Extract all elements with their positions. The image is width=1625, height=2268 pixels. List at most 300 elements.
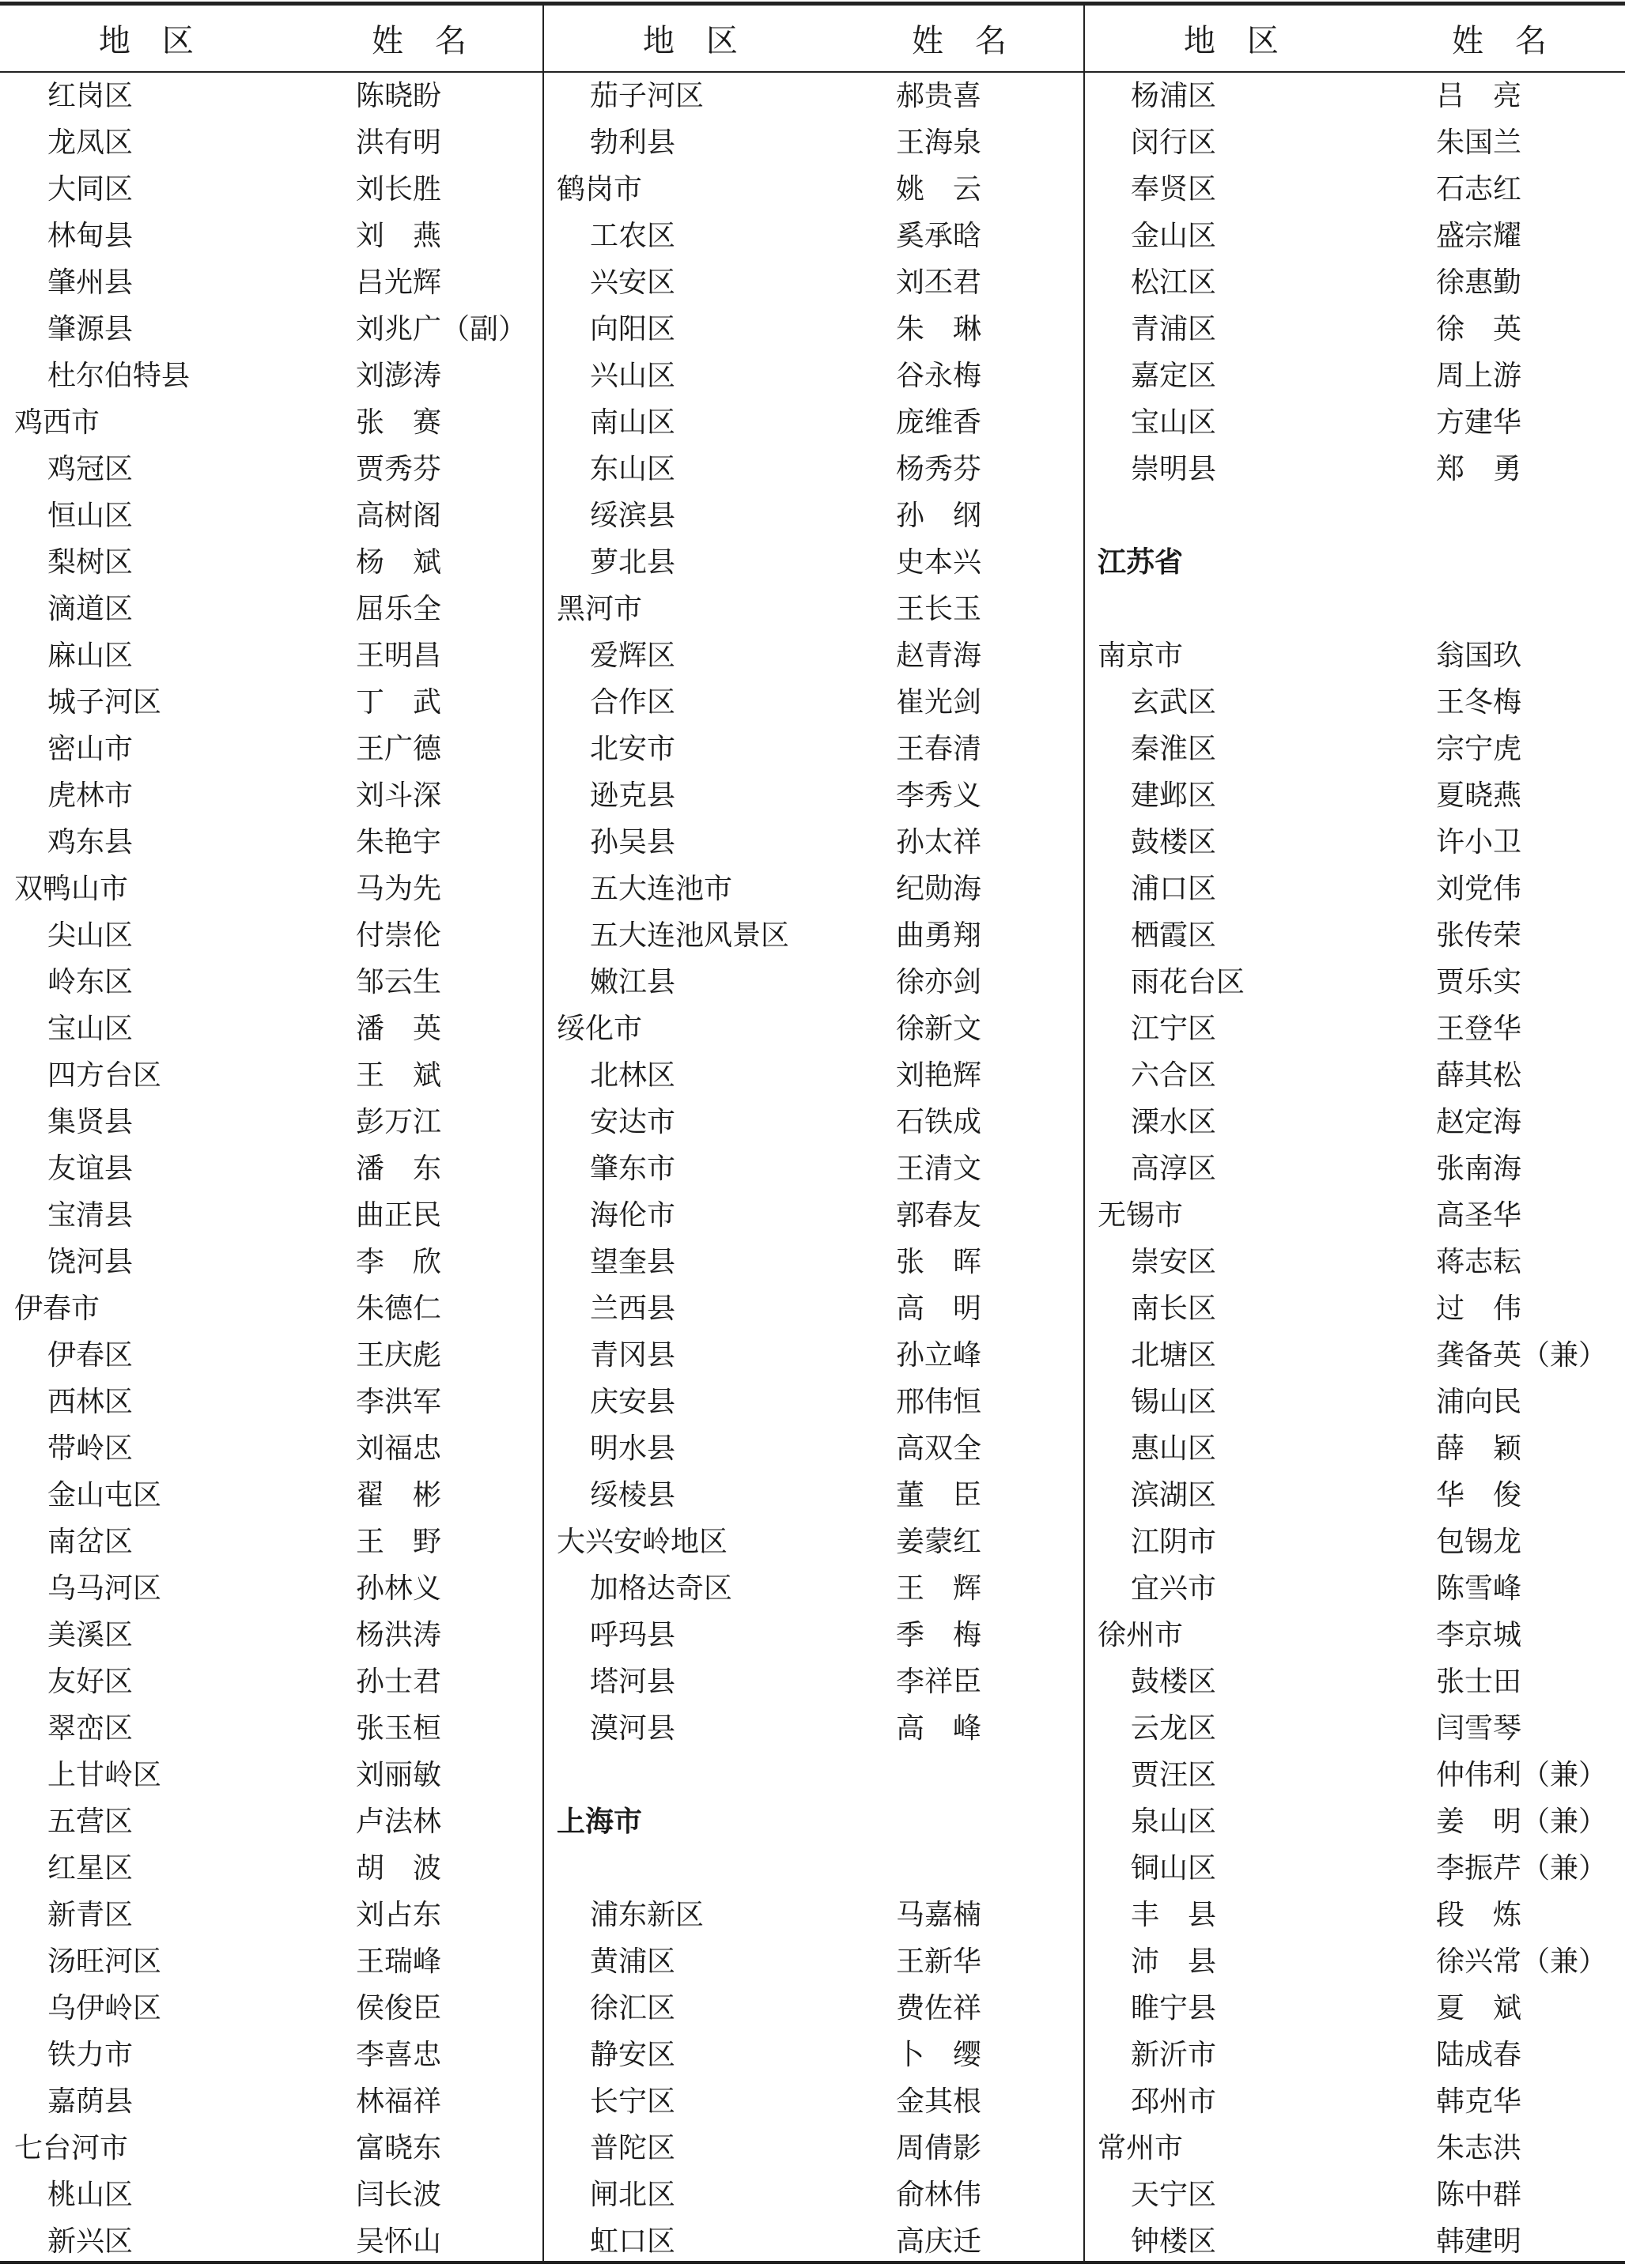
- region-name: 明水县: [590, 1432, 676, 1465]
- table-row: [1083, 1285, 1625, 1332]
- region-name: 林甸县: [47, 220, 134, 252]
- region-name: 尖山区: [47, 919, 134, 952]
- region-name: 桃山区: [47, 2179, 134, 2211]
- region-name: 绥棱县: [590, 1479, 676, 1511]
- table-row: [1083, 2078, 1625, 2125]
- person-name: 徐亦剑: [896, 966, 982, 998]
- table-row: [542, 213, 1083, 259]
- region-name: 钟楼区: [1131, 2225, 1217, 2258]
- person-name: 曲正民: [356, 1199, 442, 1232]
- person-name: 姚 云: [896, 173, 982, 206]
- region-name: 宜兴市: [1131, 1572, 1217, 1605]
- region-name: 崇安区: [1131, 1246, 1217, 1278]
- region-name: 南京市: [1098, 640, 1184, 672]
- region-name: 塔河县: [590, 1666, 676, 1698]
- table-row: [1083, 1752, 1625, 1798]
- person-name: 赵青海: [896, 640, 982, 672]
- table-row: [1083, 1798, 1625, 1845]
- table-row: [542, 259, 1083, 306]
- table-row: [542, 399, 1083, 446]
- region-name: 大同区: [47, 173, 134, 206]
- person-name: 薛其松: [1436, 1059, 1522, 1092]
- table-row: [1083, 73, 1625, 119]
- person-name: 屈乐全: [356, 593, 442, 625]
- person-name: 刘 燕: [356, 220, 442, 252]
- table-header: [1083, 6, 1625, 71]
- table-row: [0, 446, 542, 492]
- person-name: 王瑞峰: [356, 1945, 442, 1978]
- region-name: 城子河区: [47, 686, 162, 719]
- region-name: 伊春市: [14, 1292, 100, 1325]
- table-row: [1083, 679, 1625, 726]
- table-row: [0, 1892, 542, 1938]
- region-name: 上甘岭区: [47, 1759, 162, 1791]
- table-row: [0, 1705, 542, 1752]
- person-name: 许小卫: [1436, 826, 1522, 859]
- person-name: 王海泉: [896, 126, 982, 159]
- region-name: 玄武区: [1131, 686, 1217, 719]
- region-name: 浦东新区: [590, 1899, 705, 1931]
- person-name: 孙士君: [356, 1666, 442, 1698]
- person-name: 包锡龙: [1436, 1526, 1522, 1558]
- region-name: 六合区: [1131, 1059, 1217, 1092]
- person-name: 刘党伟: [1436, 873, 1522, 905]
- region-name: 南岔区: [47, 1526, 134, 1558]
- table-row: [542, 1379, 1083, 1425]
- person-name: 王冬梅: [1436, 686, 1522, 719]
- region-name: 北林区: [590, 1059, 676, 1092]
- region-name: 无锡市: [1098, 1199, 1184, 1232]
- region-name: 乌马河区: [47, 1572, 162, 1605]
- table-row: [1083, 1612, 1625, 1659]
- region-name: 萝北县: [590, 546, 676, 579]
- table-row: [0, 1659, 542, 1705]
- region-name: 黄浦区: [590, 1945, 676, 1978]
- table-row: [0, 1006, 542, 1052]
- person-name: 高双全: [896, 1432, 982, 1465]
- table-row: [0, 866, 542, 912]
- person-name: 谷永梅: [896, 360, 982, 392]
- region-name: 逊克县: [590, 779, 676, 812]
- region-name: 五大连池市: [590, 873, 733, 905]
- table-row: [1083, 912, 1625, 959]
- table-row: [1083, 399, 1625, 446]
- person-name: 刘福忠: [356, 1432, 442, 1465]
- person-name: 付崇伦: [356, 919, 442, 952]
- region-name: 向阳区: [590, 313, 676, 345]
- person-name: 段 炼: [1436, 1899, 1522, 1931]
- person-name: 杨 斌: [356, 546, 442, 579]
- region-name: 安达市: [590, 1106, 676, 1138]
- person-name: 韩克华: [1436, 2085, 1522, 2118]
- spacer-row: [1083, 492, 1625, 539]
- region-name: 徐州市: [1098, 1619, 1184, 1651]
- table-row: [0, 2032, 542, 2078]
- table-row: [0, 1192, 542, 1239]
- region-name: 麻山区: [47, 640, 134, 672]
- region-name: 肇东市: [590, 1153, 676, 1185]
- region-name: 肇州县: [47, 266, 134, 299]
- region-name: 绥化市: [557, 1013, 643, 1045]
- person-name: 曲勇翔: [896, 919, 982, 952]
- person-name: 孙立峰: [896, 1339, 982, 1372]
- table-row: [1083, 2032, 1625, 2078]
- table-row: [0, 1752, 542, 1798]
- person-name: 王登华: [1436, 1013, 1522, 1045]
- person-name: 徐惠勤: [1436, 266, 1522, 299]
- person-name: 彭万江: [356, 1106, 442, 1138]
- person-name: 赵定海: [1436, 1106, 1522, 1138]
- spacer-row: [542, 1752, 1083, 1798]
- person-name: 高树阁: [356, 500, 442, 532]
- person-name: 马嘉楠: [896, 1899, 982, 1931]
- table-row: [542, 1519, 1083, 1565]
- table-row: [1083, 259, 1625, 306]
- person-name: 姜 明（兼）: [1436, 1806, 1608, 1838]
- table-row: [542, 1565, 1083, 1612]
- table-row: [0, 492, 542, 539]
- region-name: 奉贤区: [1131, 173, 1217, 206]
- person-name: 高 明: [896, 1292, 982, 1325]
- table-row: [0, 1379, 542, 1425]
- person-name: 金其根: [896, 2085, 982, 2118]
- table-row: [1083, 1892, 1625, 1938]
- region-header: 地 区: [99, 23, 194, 59]
- table-row: [1083, 819, 1625, 866]
- region-name: 嘉荫县: [47, 2085, 134, 2118]
- person-name: 刘占东: [356, 1899, 442, 1931]
- table-row: [542, 726, 1083, 772]
- table-row: [0, 1845, 542, 1892]
- person-name: 李祥臣: [896, 1666, 982, 1698]
- table-row: [1083, 959, 1625, 1006]
- person-name: 张 晖: [896, 1246, 982, 1278]
- person-name: 卢法林: [356, 1806, 442, 1838]
- region-name: 江阴市: [1131, 1526, 1217, 1558]
- region-name: 静安区: [590, 2039, 676, 2071]
- person-name: 张玉桓: [356, 1712, 442, 1745]
- person-name: 孙林义: [356, 1572, 442, 1605]
- table-row: [1083, 1425, 1625, 1472]
- person-name: 薛 颖: [1436, 1432, 1522, 1465]
- region-name: 呼玛县: [590, 1619, 676, 1651]
- person-name: 高圣华: [1436, 1199, 1522, 1232]
- person-name: 侯俊臣: [356, 1992, 442, 2025]
- region-name: 伊春区: [47, 1339, 134, 1372]
- region-name: 新兴区: [47, 2225, 134, 2258]
- table-row: [542, 446, 1083, 492]
- region-name: 雨花台区: [1131, 966, 1245, 998]
- person-name: 潘 东: [356, 1153, 442, 1185]
- person-name: 朱国兰: [1436, 126, 1522, 159]
- table-row: [542, 679, 1083, 726]
- person-name: 卜 缨: [896, 2039, 982, 2071]
- table-row: [1083, 166, 1625, 213]
- person-name: 闫雪琴: [1436, 1712, 1522, 1745]
- name-header: 姓 名: [1452, 23, 1547, 59]
- table-row: [1083, 2125, 1625, 2172]
- person-name: 潘 英: [356, 1013, 442, 1045]
- region-header: 地 区: [1184, 23, 1279, 59]
- region-name: 红岗区: [47, 80, 134, 112]
- person-name: 王广德: [356, 733, 442, 765]
- table-row: [0, 1285, 542, 1332]
- region-name: 梨树区: [47, 546, 134, 579]
- table-row: [0, 1519, 542, 1565]
- person-name: 夏晓燕: [1436, 779, 1522, 812]
- region-name: 兴山区: [590, 360, 676, 392]
- person-name: 石志红: [1436, 173, 1522, 206]
- region-name: 云龙区: [1131, 1712, 1217, 1745]
- table-row: [542, 73, 1083, 119]
- region-name: 四方台区: [47, 1059, 162, 1092]
- person-name: 史本兴: [896, 546, 982, 579]
- region-name: 七台河市: [14, 2132, 129, 2164]
- person-name: 徐新文: [896, 1013, 982, 1045]
- person-name: 纪勋海: [896, 873, 982, 905]
- region-name: 五营区: [47, 1806, 134, 1838]
- region-name: 望奎县: [590, 1246, 676, 1278]
- table-row: [542, 1985, 1083, 2032]
- person-name: 闫长波: [356, 2179, 442, 2211]
- region-name: 翠峦区: [47, 1712, 134, 1745]
- table-row: [0, 259, 542, 306]
- table-row: [542, 539, 1083, 586]
- region-name: 杨浦区: [1131, 80, 1217, 112]
- region-name: 带岭区: [47, 1432, 134, 1465]
- table-row: [542, 2125, 1083, 2172]
- region-name: 友谊县: [47, 1153, 134, 1185]
- table-row: [0, 679, 542, 726]
- person-name: 姜蒙红: [896, 1526, 982, 1558]
- table-row: [542, 632, 1083, 679]
- table-row: [542, 1472, 1083, 1519]
- table-row: [0, 2125, 542, 2172]
- table-row: [0, 119, 542, 166]
- table-row: [542, 1892, 1083, 1938]
- region-name: 合作区: [590, 686, 676, 719]
- region-name: 鸡冠区: [47, 453, 134, 485]
- person-name: 翁国玖: [1436, 640, 1522, 672]
- person-name: 丁 武: [356, 686, 442, 719]
- table-row: [1083, 2172, 1625, 2218]
- table-row: [0, 166, 542, 213]
- person-name: 陈雪峰: [1436, 1572, 1522, 1605]
- region-name: 闵行区: [1131, 126, 1217, 159]
- region-name: 秦淮区: [1131, 733, 1217, 765]
- region-name: 绥滨县: [590, 500, 676, 532]
- region-name: 铜山区: [1131, 1852, 1217, 1885]
- region-name: 友好区: [47, 1666, 134, 1698]
- table-row: [542, 912, 1083, 959]
- region-name: 宝山区: [1131, 406, 1217, 439]
- table-row: [0, 1052, 542, 1099]
- table-row: [1083, 1239, 1625, 1285]
- region-name: 加格达奇区: [590, 1572, 733, 1605]
- region-name: 闸北区: [590, 2179, 676, 2211]
- region-name: 兰西县: [590, 1292, 676, 1325]
- person-name: 吕光辉: [356, 266, 442, 299]
- table-row: [1083, 119, 1625, 166]
- person-name: 刘澎涛: [356, 360, 442, 392]
- table-row: [0, 2172, 542, 2218]
- table-row: [1083, 1472, 1625, 1519]
- table-row: [0, 726, 542, 772]
- table-row: [542, 586, 1083, 632]
- table-row: [542, 2078, 1083, 2125]
- table-row: [542, 119, 1083, 166]
- region-name: 新沂市: [1131, 2039, 1217, 2071]
- person-name: 王清文: [896, 1153, 982, 1185]
- person-name: 王庆彪: [356, 1339, 442, 1372]
- name-header: 姓 名: [912, 23, 1007, 59]
- table-row: [1083, 1565, 1625, 1612]
- column-2: [542, 73, 1083, 2265]
- region-name: 常州市: [1098, 2132, 1184, 2164]
- table-row: [542, 1145, 1083, 1192]
- person-name: 蒋志耘: [1436, 1246, 1522, 1278]
- table-row: [0, 819, 542, 866]
- region-name: 普陀区: [590, 2132, 676, 2164]
- region-name: 栖霞区: [1131, 919, 1217, 952]
- table-row: [542, 1192, 1083, 1239]
- table-row: [542, 353, 1083, 399]
- name-header: 姓 名: [372, 23, 467, 59]
- table-row: [0, 1798, 542, 1845]
- person-name: 李京城: [1436, 1619, 1522, 1651]
- region-name: 兴安区: [590, 266, 676, 299]
- region-name: 丰 县: [1131, 1899, 1217, 1931]
- person-name: 徐兴常（兼）: [1436, 1945, 1608, 1978]
- table-row: [542, 306, 1083, 353]
- person-name: 张士田: [1436, 1666, 1522, 1698]
- person-name: 朱艳宇: [356, 826, 442, 859]
- person-name: 王 野: [356, 1526, 442, 1558]
- table-row: [0, 306, 542, 353]
- region-name: 长宁区: [590, 2085, 676, 2118]
- person-name: 洪有明: [356, 126, 442, 159]
- person-name: 郝贵喜: [896, 80, 982, 112]
- table-row: [0, 1099, 542, 1145]
- table-row: [542, 1425, 1083, 1472]
- person-name: 邢伟恒: [896, 1386, 982, 1418]
- table-header: [542, 6, 1083, 71]
- region-name: 沛 县: [1131, 1945, 1217, 1978]
- region-name: 饶河县: [47, 1246, 134, 1278]
- person-name: 过 伟: [1436, 1292, 1522, 1325]
- table-row: [1083, 1705, 1625, 1752]
- table-row: [1083, 2218, 1625, 2265]
- table-row: [542, 2218, 1083, 2265]
- province-name: 上海市: [557, 1806, 643, 1838]
- region-name: 鼓楼区: [1131, 826, 1217, 859]
- region-name: 锡山区: [1131, 1386, 1217, 1418]
- person-name: 仲伟利（兼）: [1436, 1759, 1608, 1791]
- region-name: 鸡东县: [47, 826, 134, 859]
- table-row: [0, 1332, 542, 1379]
- person-name: 李振芹（兼）: [1436, 1852, 1608, 1885]
- region-name: 南山区: [590, 406, 676, 439]
- person-name: 马为先: [356, 873, 442, 905]
- region-name: 西林区: [47, 1386, 134, 1418]
- person-name: 朱志洪: [1436, 2132, 1522, 2164]
- region-name: 松江区: [1131, 266, 1217, 299]
- province-name: 江苏省: [1098, 546, 1184, 579]
- person-name: 奚承晗: [896, 220, 982, 252]
- person-name: 杨洪涛: [356, 1619, 442, 1651]
- region-name: 惠山区: [1131, 1432, 1217, 1465]
- person-name: 夏 斌: [1436, 1992, 1522, 2025]
- table-row: [1083, 1659, 1625, 1705]
- table-row: [542, 959, 1083, 1006]
- table-row: [1083, 1332, 1625, 1379]
- table-row: [542, 1052, 1083, 1099]
- person-name: 宗宁虎: [1436, 733, 1522, 765]
- table-row: [1083, 1006, 1625, 1052]
- person-name: 李 欣: [356, 1246, 442, 1278]
- section-heading: [542, 1798, 1083, 1845]
- table-row: [1083, 772, 1625, 819]
- region-name: 肇源县: [47, 313, 134, 345]
- region-name: 爱辉区: [590, 640, 676, 672]
- region-name: 鼓楼区: [1131, 1666, 1217, 1698]
- region-name: 恒山区: [47, 500, 134, 532]
- person-name: 刘斗深: [356, 779, 442, 812]
- person-name: 刘丽敏: [356, 1759, 442, 1791]
- table-row: [542, 1332, 1083, 1379]
- person-name: 浦向民: [1436, 1386, 1522, 1418]
- table-row: [1083, 1519, 1625, 1565]
- person-name: 杨秀芬: [896, 453, 982, 485]
- region-name: 青浦区: [1131, 313, 1217, 345]
- table-row: [1083, 1052, 1625, 1099]
- region-name: 虎林市: [47, 779, 134, 812]
- person-name: 郑 勇: [1436, 453, 1522, 485]
- person-name: 张南海: [1436, 1153, 1522, 1185]
- table-row: [1083, 446, 1625, 492]
- table-row: [542, 1705, 1083, 1752]
- table-row: [542, 772, 1083, 819]
- table-row: [1083, 726, 1625, 772]
- person-name: 季 梅: [896, 1619, 982, 1651]
- person-name: 徐 英: [1436, 313, 1522, 345]
- table-row: [542, 1099, 1083, 1145]
- person-name: 王新华: [896, 1945, 982, 1978]
- region-name: 嫩江县: [590, 966, 676, 998]
- region-name: 嘉定区: [1131, 360, 1217, 392]
- region-name: 泉山区: [1131, 1806, 1217, 1838]
- region-name: 孙吴县: [590, 826, 676, 859]
- table-row: [542, 1938, 1083, 1985]
- person-name: 朱 琳: [896, 313, 982, 345]
- table-row: [0, 1938, 542, 1985]
- person-name: 董 臣: [896, 1479, 982, 1511]
- person-name: 费佐祥: [896, 1992, 982, 2025]
- region-header: 地 区: [643, 23, 738, 59]
- region-name: 金山屯区: [47, 1479, 162, 1511]
- spacer-row: [1083, 586, 1625, 632]
- table-row: [1083, 866, 1625, 912]
- person-name: 刘丕君: [896, 266, 982, 299]
- person-name: 李喜忠: [356, 2039, 442, 2071]
- region-name: 新青区: [47, 1899, 134, 1931]
- region-name: 滨湖区: [1131, 1479, 1217, 1511]
- region-name: 茄子河区: [590, 80, 705, 112]
- region-name: 五大连池风景区: [590, 919, 790, 952]
- region-name: 杜尔伯特县: [47, 360, 191, 392]
- table-row: [0, 399, 542, 446]
- region-name: 贾汪区: [1131, 1759, 1217, 1791]
